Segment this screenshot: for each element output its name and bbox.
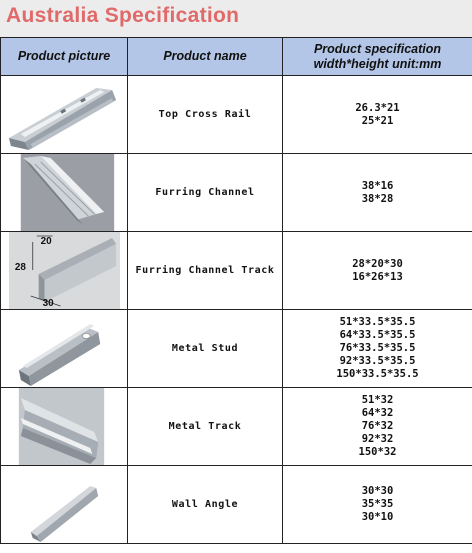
track-dimension-side: 28 xyxy=(14,261,26,274)
product-specification xyxy=(283,232,472,310)
spec-value: 64*32 xyxy=(361,407,394,419)
table-row xyxy=(1,232,472,310)
product-name: Metal Track xyxy=(128,388,283,466)
product-picture-cell xyxy=(1,232,128,310)
product-picture-cell xyxy=(1,76,128,154)
spec-value: 38*16 xyxy=(361,179,394,192)
product-specification xyxy=(283,466,472,544)
spec-value: 51*32 xyxy=(361,394,394,406)
spec-value: 150*32 xyxy=(358,446,397,458)
wall-angle-image xyxy=(1,466,127,543)
spec-value: 92*32 xyxy=(361,433,394,445)
spec-value: 35*35 xyxy=(361,498,394,510)
spec-value: 25*21 xyxy=(361,114,394,127)
header-product-name: Product name xyxy=(128,38,283,76)
track-dimension-top: 20 xyxy=(40,235,52,248)
header-product-specification xyxy=(283,38,472,76)
spec-value: 28*20*30 xyxy=(352,257,403,270)
product-picture-cell xyxy=(1,154,128,232)
product-name: Furring Channel xyxy=(128,154,283,232)
spec-value: 51*33.5*35.5 xyxy=(339,316,416,328)
furring-channel-image xyxy=(1,154,127,231)
table-row xyxy=(1,466,472,544)
top-cross-rail-image xyxy=(1,76,127,153)
spec-value: 38*28 xyxy=(361,192,394,205)
title-bar xyxy=(0,0,472,37)
product-name: Top Cross Rail xyxy=(128,76,283,154)
header-product-picture: Product picture xyxy=(1,38,128,76)
product-name: Metal Stud xyxy=(128,310,283,388)
product-picture-cell xyxy=(1,466,128,544)
product-specification xyxy=(283,388,472,466)
table-row xyxy=(1,388,472,466)
table-row xyxy=(1,310,472,388)
metal-stud-image xyxy=(1,310,127,387)
spec-value: 150*33.5*35.5 xyxy=(336,368,419,380)
specification-table xyxy=(0,37,472,544)
spec-value: 26.3*21 xyxy=(355,101,400,114)
spec-value: 76*33.5*35.5 xyxy=(339,342,416,354)
spec-value: 30*10 xyxy=(361,511,394,523)
track-dimension-bottom: 30 xyxy=(42,297,54,309)
spec-value: 30*30 xyxy=(361,485,394,497)
product-name: Furring Channel Track xyxy=(128,232,283,310)
spec-value: 64*33.5*35.5 xyxy=(339,329,416,341)
spec-value: 16*26*13 xyxy=(352,270,403,283)
product-specification xyxy=(283,76,472,154)
table-row xyxy=(1,76,472,154)
header-spec-unit: width*height unit:mm xyxy=(313,56,442,71)
table-header-row xyxy=(1,38,472,76)
product-name: Wall Angle xyxy=(128,466,283,544)
table-row xyxy=(1,154,472,232)
page-title: Australia Specification xyxy=(6,4,240,27)
product-picture-cell xyxy=(1,310,128,388)
product-specification xyxy=(283,154,472,232)
furring-channel-track-image xyxy=(1,232,127,309)
spec-value: 76*32 xyxy=(361,420,394,432)
spec-value: 92*33.5*35.5 xyxy=(339,355,416,367)
header-spec-title: Product specification xyxy=(313,41,442,56)
product-picture-cell xyxy=(1,388,128,466)
metal-track-image xyxy=(1,388,127,465)
product-specification xyxy=(283,310,472,388)
